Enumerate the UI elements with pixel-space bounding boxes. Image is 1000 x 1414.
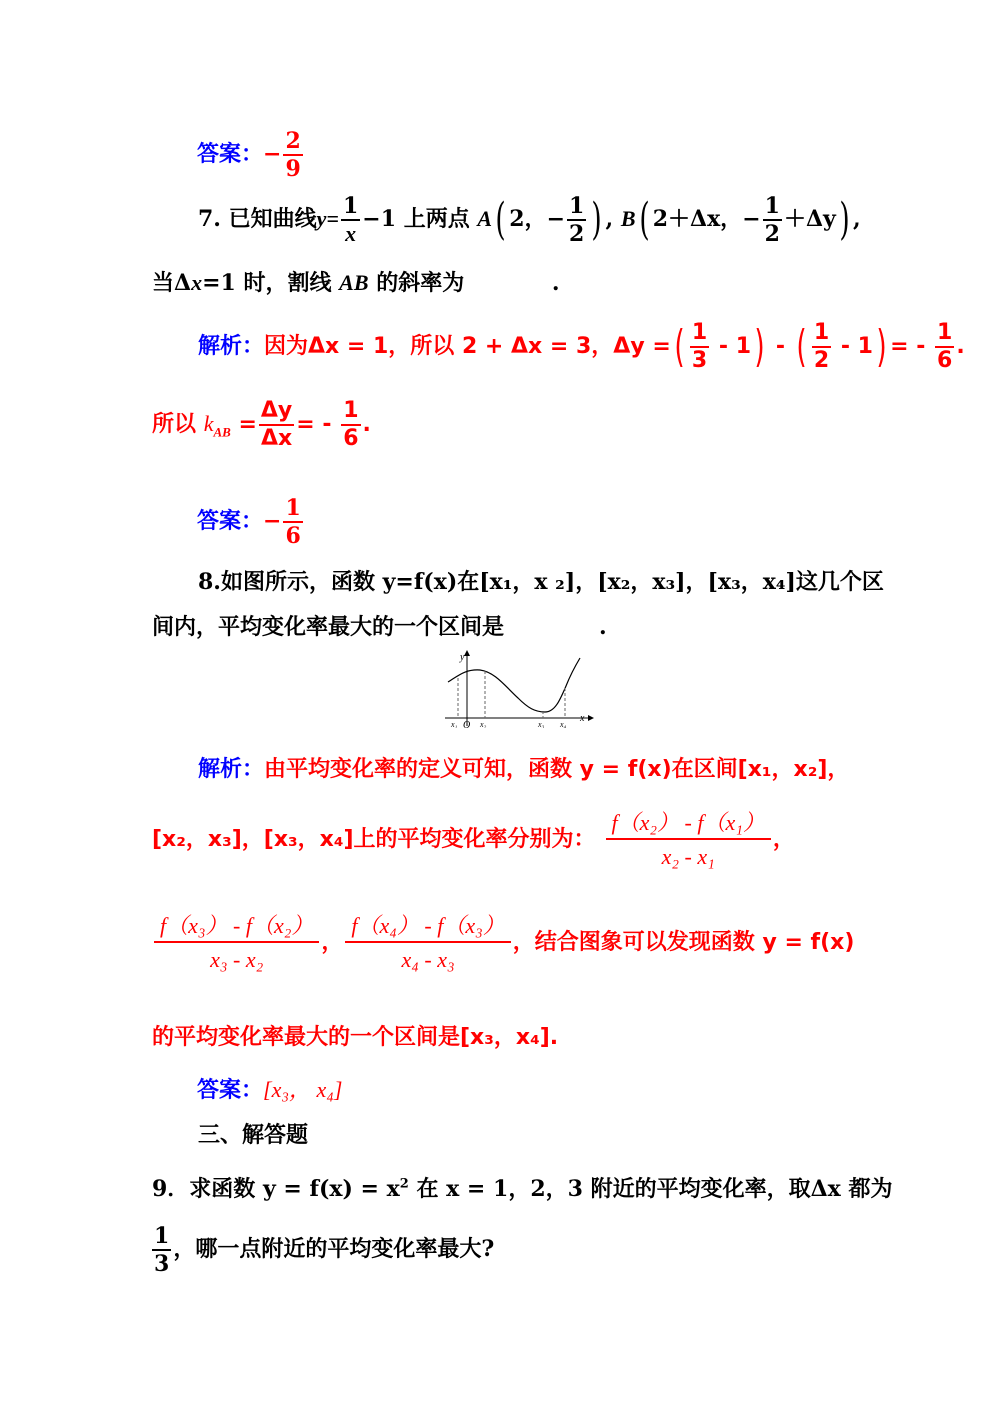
- question-7-line1: 7. 已知曲线y= $\frac{1}{x}$ −1 上两点 A( 2，− $\frac{1}{2}$ ) , B( 2＋Δx，− $\frac{1}{2}$ ＋Δy) ,: [198, 193, 861, 247]
- q8-analysis-line4: 的平均变化率最大的一个区间是[x₃，x₄].: [152, 1025, 559, 1050]
- question-8-line1: 8.如图所示，函数 y=f(x)在[x₁，x ₂]，[x₂，x₃]，[x₃，x₄]这几个区: [198, 569, 884, 595]
- q7-analysis-line2: 所以 $k_{AB}$ = $\frac{\Delta y}{\Delta x}$ = - $\frac{1}{6}$ .: [152, 398, 371, 451]
- q7-answer: 答案：− $\frac{1}{6}$: [197, 495, 301, 549]
- question-7-line2: 当Δx=1 时，割线 AB 的斜率为 .: [152, 270, 560, 296]
- svg-text:x₁: x₁: [451, 720, 458, 728]
- function-graph: [440, 648, 595, 728]
- section-title: 三、解答题: [198, 1122, 309, 1148]
- q8-answer: 答案：[x₃， x₄]: [197, 1077, 343, 1103]
- svg-text:y: y: [460, 652, 465, 663]
- svg-text:x₂: x₂: [480, 720, 487, 728]
- answer-fraction: $\frac{2}{9}$: [285, 128, 301, 182]
- svg-text:O: O: [463, 720, 471, 728]
- q8-analysis-line2: [x₂，x₃]，[x₃，x₄]上的平均变化率分别为： $\frac{\text{f（x₂） - f（x₁）}}{\text{x₂ - x₁}}$ ，: [152, 810, 795, 869]
- question-9-line2: $\frac{1}{3}$ ，哪一点附近的平均变化率最大?: [154, 1223, 495, 1277]
- answer-label: 答案：: [197, 142, 264, 167]
- q6-answer: 答案：− $\frac{2}{9}$: [197, 128, 301, 182]
- svg-text:x₃: x₃: [538, 720, 545, 728]
- q7-analysis-line1: 解析：因为Δx = 1，所以 2 + Δx = 3，Δy =( $\frac{1}{3}$ - 1) - ( $\frac{1}{2}$ - 1) = - $\frac{1}{6}$ .: [198, 320, 965, 373]
- question-8-line2: 间内，平均变化率最大的一个区间是 .: [152, 614, 607, 640]
- svg-text:x: x: [580, 713, 585, 724]
- q8-analysis-line3: $\frac{\text{f（x₃） - f（x₂）}}{\text{x₃ - x₂}}$ ， $\frac{\text{f（x₄） - f（x₃）}}{\text{x₄ - x₃}}$ ，结合图象可以发现函数 y = f(x): [152, 915, 854, 971]
- question-9-line1: 9．求函数 $y = f(x) = x^2$ 在 x = 1，2，3 附近的平均变化率，取Δx 都为: [152, 1176, 893, 1202]
- q8-analysis-line1: 解析：由平均变化率的定义可知，函数 y = f(x)在区间[x₁，x₂]，: [198, 757, 850, 782]
- svg-text:x₄: x₄: [560, 720, 567, 728]
